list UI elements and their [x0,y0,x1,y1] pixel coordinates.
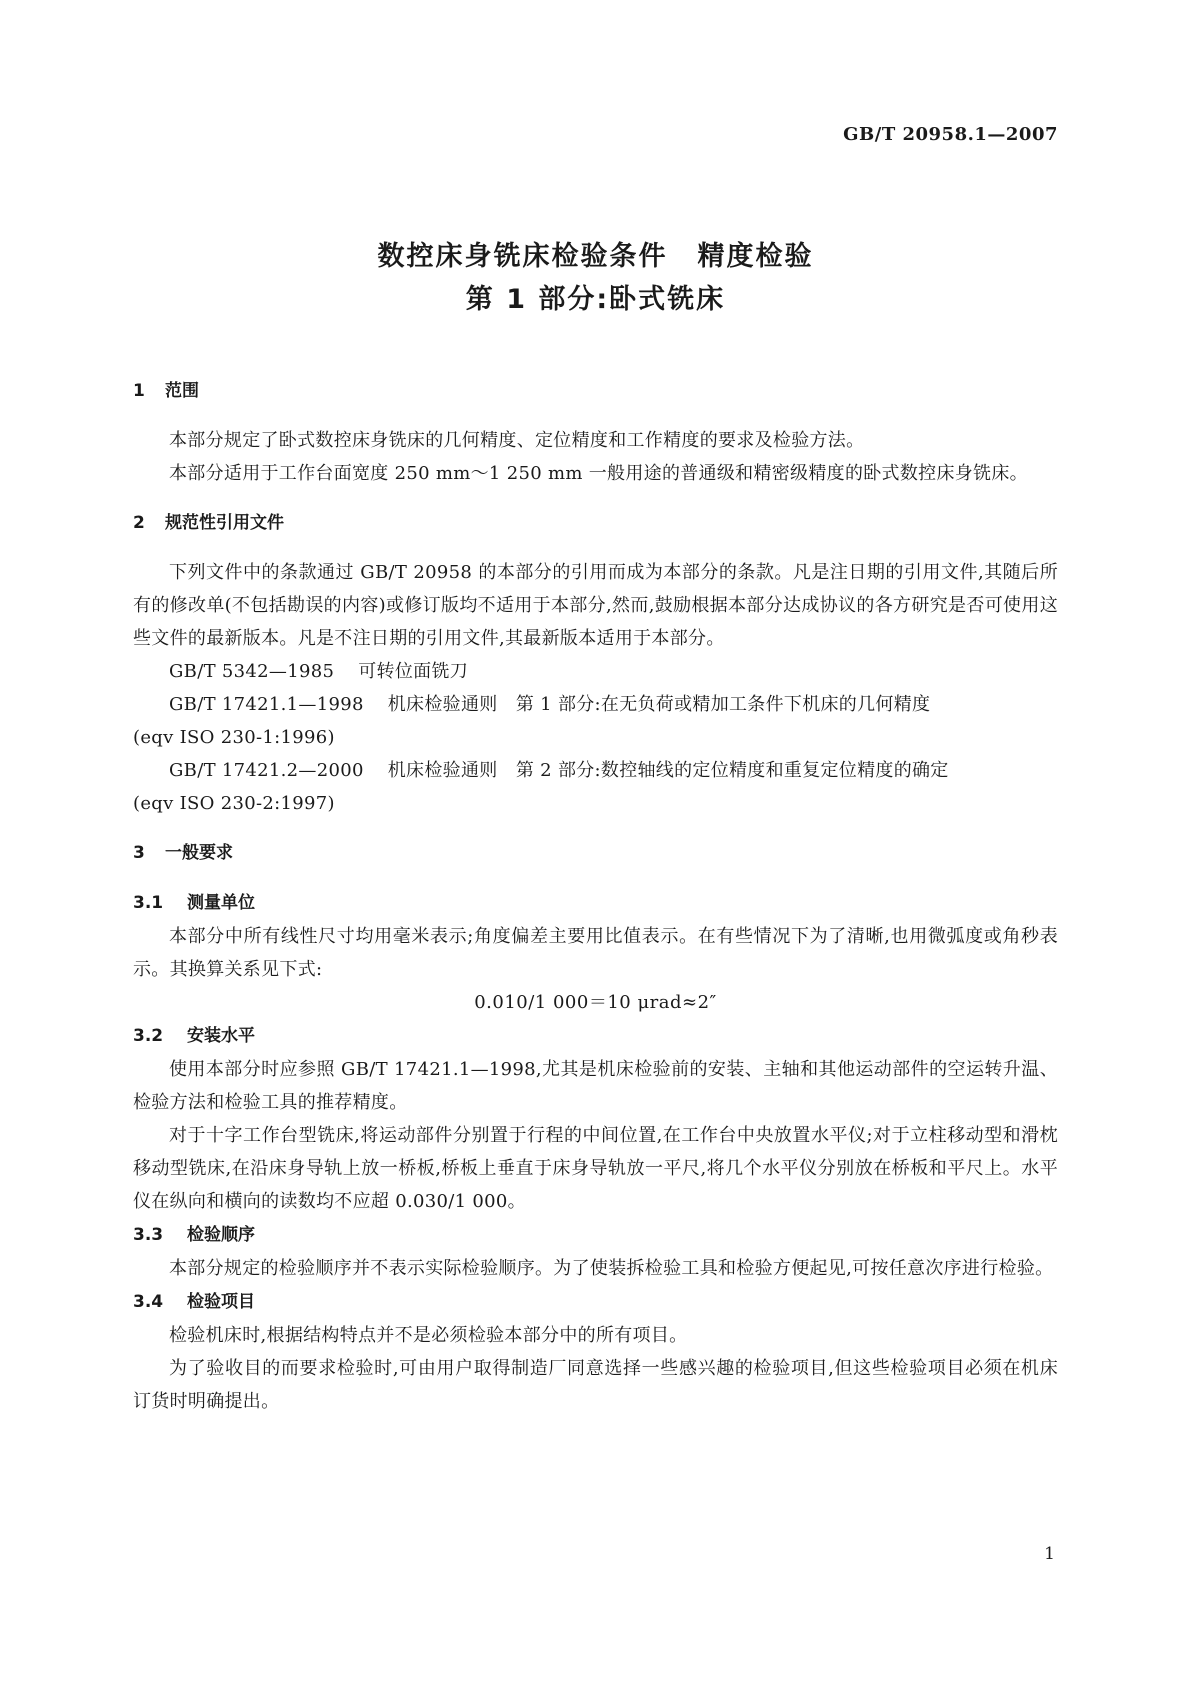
reference-code: GB/T 17421.1—1998 [169,694,364,715]
subsection-heading-3-2 [133,1019,1058,1053]
document-title-line1 [0,234,1191,273]
title-main: 数控床身铣床检验条件 [377,241,668,272]
document-title-line2: 第 1 部分:卧式铣床 [465,284,726,315]
subsection-number: 3.4 [133,1292,164,1312]
reference-item [133,754,1058,787]
section-title: 范围 [165,381,199,401]
paragraph: 本部分规定的检验顺序并不表示实际检验顺序。为了使装拆检验工具和检验方便起见,可按任意次序进行检验。 [169,1258,1054,1279]
subsection-heading-3-1 [133,886,1058,920]
standard-code: GB/T 20958.1—2007 [843,124,1058,145]
subsection-heading-3-4 [133,1285,1058,1319]
subsection-title: 安装水平 [187,1026,255,1046]
subsection-number: 3.1 [133,893,164,913]
subsection-number: 3.2 [133,1026,164,1046]
section-number: 3 [133,843,145,863]
section-heading-1 [133,374,1058,408]
paragraph: 本部分中所有线性尺寸均用毫米表示;角度偏差主要用比值表示。在有些情况下为了清晰,也用微弧度或角秒表示。其换算关系见下式: [133,926,1058,980]
subsection-title: 检验项目 [187,1292,255,1312]
reference-code: GB/T 17421.2—2000 [169,760,364,781]
subsection-title: 检验顺序 [187,1225,255,1245]
section-heading-3 [133,836,1058,870]
paragraph: 本部分规定了卧式数控床身铣床的几何精度、定位精度和工作精度的要求及检验方法。 [169,430,865,451]
section-heading-2 [133,506,1058,540]
reference-equivalence: (eqv ISO 230-1:1996) [133,727,335,748]
reference-title: 机床检验通则 第 1 部分:在无负荷或精加工条件下机床的几何精度 [387,694,931,715]
section-number: 2 [133,513,145,533]
paragraph: 对于十字工作台型铣床,将运动部件分别置于行程的中间位置,在工作台中央放置水平仪;对于立柱移动型和滑枕移动型铣床,在沿床身导轨上放一桥板,桥板上垂直于床身导轨放一平尺,将几个水平仪分别放在桥板和平尺上。水平仪在纵向和横向的读数均不应超 0.030/1 000。 [133,1125,1058,1212]
section-title: 一般要求 [165,843,233,863]
reference-title: 机床检验通则 第 2 部分:数控轴线的定位精度和重复定位精度的确定 [387,760,949,781]
subsection-number: 3.3 [133,1225,164,1245]
paragraph: 为了验收目的而要求检验时,可由用户取得制造厂同意选择一些感兴趣的检验项目,但这些检验项目必须在机床订货时明确提出。 [133,1358,1058,1412]
paragraph: 本部分适用于工作台面宽度 250 mm～1 250 mm 一般用途的普通级和精密级精度的卧式数控床身铣床。 [169,463,1028,484]
section-number: 1 [133,381,145,401]
paragraph: 使用本部分时应参照 GB/T 17421.1—1998,尤其是机床检验前的安装、主轴和其他运动部件的空运转升温、检验方法和检验工具的推荐精度。 [133,1059,1058,1113]
reference-item [133,688,1058,721]
document-body [133,374,1058,1418]
subsection-title: 测量单位 [187,893,255,913]
reference-code: GB/T 5342—1985 [169,661,335,682]
page-number: 1 [1044,1544,1055,1564]
reference-equivalence: (eqv ISO 230-2:1997) [133,793,335,814]
subsection-heading-3-3 [133,1218,1058,1252]
section-title: 规范性引用文件 [165,513,284,533]
reference-item [133,655,1058,688]
conversion-formula: 0.010/1 000＝10 μrad≈2″ [474,992,717,1013]
reference-title: 可转位面铣刀 [358,661,469,682]
paragraph: 检验机床时,根据结构特点并不是必须检验本部分中的所有项目。 [169,1325,688,1346]
title-sub: 精度检验 [697,241,814,272]
paragraph: 下列文件中的条款通过 GB/T 20958 的本部分的引用而成为本部分的条款。凡是注日期的引用文件,其随后所有的修改单(不包括勘误的内容)或修订版均不适用于本部分,然而,鼓励根据本部分达成协议的各方研究是否可使用这些文件的最新版本。凡是不注日期的引用文件,其最新版本适用于本部分。 [133,562,1058,649]
